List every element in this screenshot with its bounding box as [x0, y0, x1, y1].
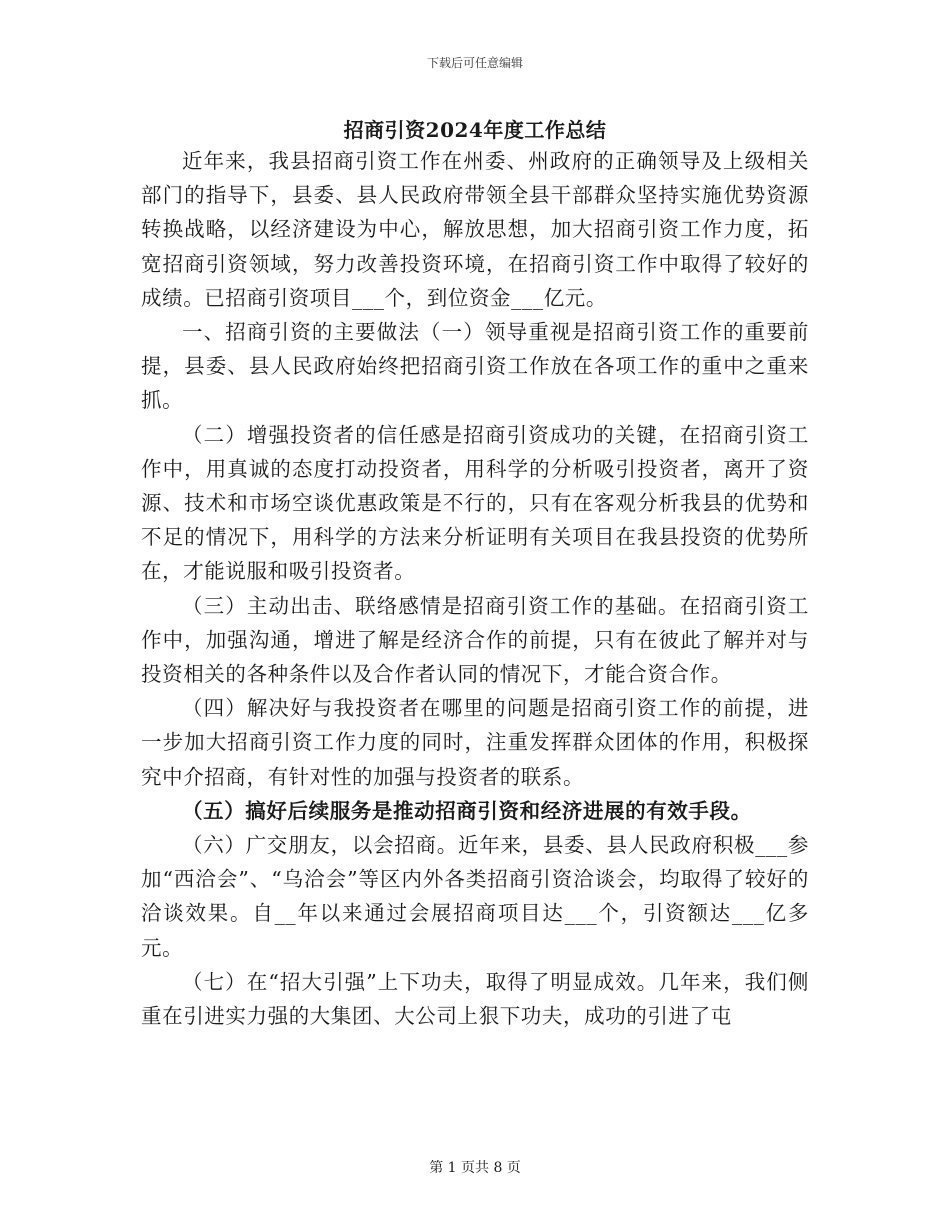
page-footer: 第 1 页共 8 页: [429, 1160, 521, 1176]
document-title: 招商引资2024年度工作总结: [343, 118, 607, 142]
paragraph-item-seven: （七）在“招大引强”上下功夫，取得了明显成效。几年来，我们侧重在引进实力强的大集团、大公司上狠下功夫，成功的引进了屯: [141, 969, 809, 1029]
header-note: 下载后可任意编辑: [426, 56, 523, 70]
paragraph-intro: 近年来，我县招商引资工作在州委、州政府的正确领导及上级相关部门的指导下，县委、县人民政府带领全县干部群众坚持实施优势资源转换战略，以经济建设为中心，解放思想，加大招商引资工作力度，拓宽招商引资领域，努力改善投资环境，在招商引资工作中取得了较好的成绩。已招商引资项目___个，到位资金___亿元。: [141, 149, 809, 310]
paragraph-item-six: （六）广交朋友，以会招商。近年来，县委、县人民政府积极___参加“西洽会”、“乌洽会”等区内外各类招商引资洽谈会，均取得了较好的洽谈效果。自__年以来通过会展招商项目达___个，引资额达___亿多元。: [141, 833, 809, 960]
paragraph-item-five: （五）搞好后续服务是推动招商引资和经济进展的有效手段。: [182, 798, 752, 823]
paragraph-item-three: （三）主动出击、联络感情是招商引资工作的基础。在招商引资工作中，加强沟通，增进了解是经济合作的前提，只有在彼此了解并对与投资相关的各种条件以及合作者认同的情况下，才能合资合作。: [141, 593, 809, 687]
paragraph-item-two: （二）增强投资者的信任感是招商引资成功的关键，在招商引资工作中，用真诚的态度打动投资者，用科学的分析吸引投资者，离开了资源、技术和市场空谈优惠政策是不行的，只有在客观分析我县的优势和不足的情况下，用科学的方法来分析证明有关项目在我县投资的优势所在，才能说服和吸引投资者。: [141, 422, 809, 584]
paragraph-section-one: 一、招商引资的主要做法（一）领导重视是招商引资工作的重要前提，县委、县人民政府始终把招商引资工作放在各项工作的重中之重来抓。: [141, 320, 809, 413]
document-body: [141, 144, 809, 1033]
paragraph-item-four: （四）解决好与我投资者在哪里的问题是招商引资工作的前提，进一步加大招商引资工作力度的同时，注重发挥群众团体的作用，积极探究中介招商，有针对性的加强与投资者的联系。: [141, 696, 809, 789]
